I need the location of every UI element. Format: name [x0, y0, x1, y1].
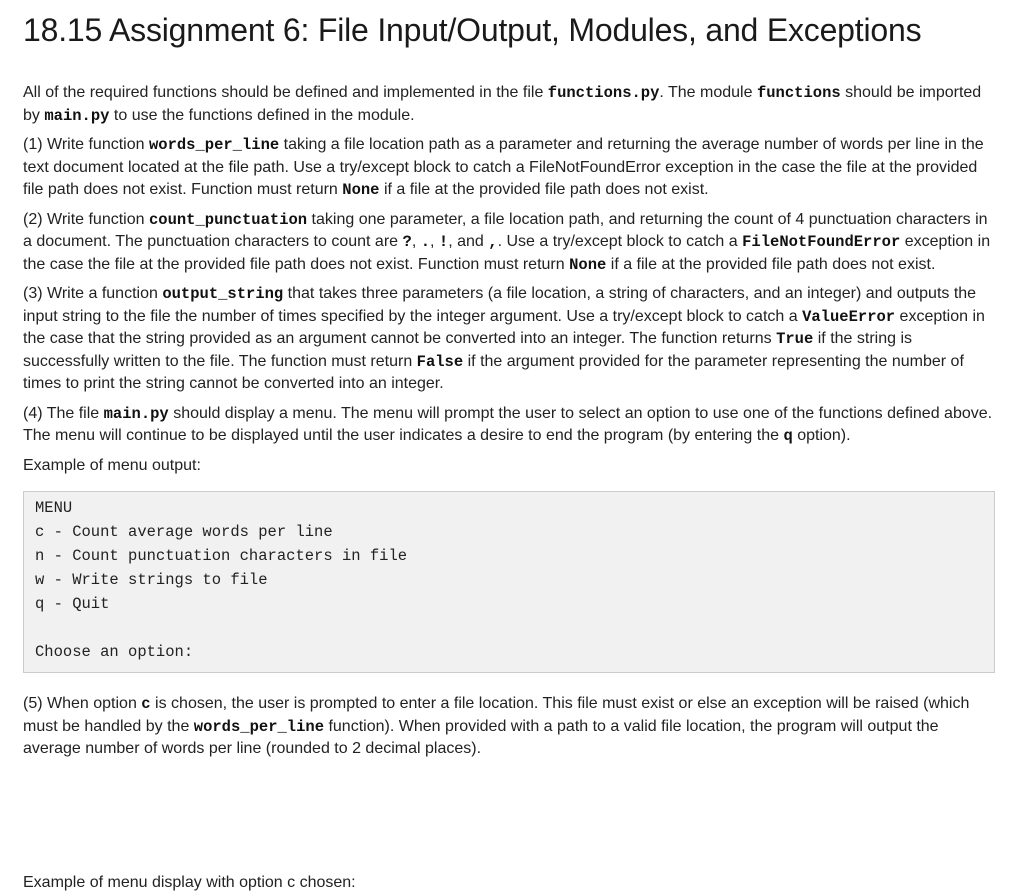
code-main-py: main.py [103, 404, 169, 423]
code-period: . [420, 233, 431, 251]
req2-text-1: (2) Write function [23, 210, 149, 228]
code-main-py: main.py [44, 106, 110, 125]
code-count-punctuation: count_punctuation [148, 210, 308, 229]
example-label: Example of menu output: [23, 456, 201, 474]
req1-text-2: taking a file location path as a parameter and returning the average number of words per line in the text document located at the file path. Use a try/except block to catch a FileNotFoundError exception in the case the file at the provided file path does not exist. Function must return [23, 136, 984, 198]
menu-line: Choose an option: [35, 643, 194, 661]
code-none: None [569, 255, 607, 274]
code-q-option: q [783, 427, 793, 445]
requirement-4 [23, 403, 995, 448]
requirement-5 [23, 693, 995, 761]
req5-text-1: (5) When option [23, 695, 142, 712]
code-words-per-line: words_per_line [193, 717, 325, 736]
req2-text-6: . Use a try/except block to catch a [497, 233, 743, 250]
code-filenotfounderror: FileNotFoundError [742, 233, 901, 251]
intro-text-3: should be imported by [23, 84, 982, 124]
requirement-1 [23, 134, 995, 202]
code-valueerror: ValueError [802, 307, 896, 326]
page-title: 18.15 Assignment 6: File Input/Output, Modules, and Exceptions [23, 12, 922, 48]
req2-text-2: taking one parameter, a file location path, and returning the count of 4 punctuation characters in a document. The punctuation characters to count are [23, 210, 988, 250]
req3-text-2: that takes three parameters (a file location, a string of characters, and an integer) and outputs the input string to the file the number of times specified by the integer argument. Use a try/except block to catch a [23, 285, 977, 325]
intro-paragraph [23, 82, 995, 127]
req4-text-3: option). [792, 427, 851, 444]
req4-text-2: should display a menu. The menu will prompt the user to select an option to use one of the functions defined above. The menu will continue to be displayed until the user indicates a desire to end the program (by entering the [23, 404, 993, 444]
requirement-3 [23, 283, 995, 396]
req4-text-1: (4) The file [23, 404, 104, 422]
menu-line: n - Count punctuation characters in file [35, 547, 408, 565]
req1-text-3: if a file at the provided file path does not exist. [379, 181, 709, 198]
code-false: False [416, 352, 464, 371]
req3-text-4: if the string is successfully written to the file. The function must return [23, 330, 912, 370]
req3-text-3: exception in the case that the string provided as an argument cannot be converted into an integer. The function returns [23, 307, 985, 347]
requirement-2 [23, 209, 995, 277]
intro-text-4: to use the functions defined in the module. [109, 106, 415, 124]
code-functions-py: functions.py [547, 84, 660, 102]
code-none: None [342, 181, 380, 199]
code-true: True [776, 330, 814, 348]
req2-text-5: , and [448, 233, 489, 250]
req2-text-4: , [430, 233, 439, 250]
cut-off-next-line: Example of menu display with option c chosen: [23, 874, 356, 891]
req2-text-3: , [411, 233, 421, 250]
req2-text-8: if a file at the provided file path does not exist. [606, 255, 936, 273]
intro-text-2: . The module [659, 84, 757, 101]
menu-line [35, 616, 983, 640]
code-comma: , [488, 233, 498, 251]
req2-text-7: exception in the case the file at the provided file path does not exist. Function must return [23, 233, 991, 273]
code-functions-module: functions [756, 84, 841, 102]
req3-text-5: if the argument provided for the parameter representing the number of times to print the string cannot be converted into an integer. [23, 352, 964, 392]
req5-text-3: function). When provided with a path to a valid file location, the program will output the average number of words per line (rounded to 2 decimal places). [23, 717, 939, 757]
req3-text-1: (3) Write a function [23, 285, 163, 302]
menu-output-code-block [23, 491, 995, 673]
assignment-page [23, 0, 995, 768]
intro-text-1: All of the required functions should be defined and implemented in the file [23, 84, 548, 101]
req1-text-1: (1) Write function [23, 136, 149, 153]
code-c-option: c [141, 695, 151, 713]
menu-line: w - Write strings to file [35, 571, 268, 589]
code-output-string: output_string [162, 285, 284, 303]
menu-line: MENU [35, 499, 73, 517]
menu-line: q - Quit [35, 595, 110, 613]
menu-line: c - Count average words per line [35, 523, 333, 541]
code-exclamation: ! [438, 233, 449, 251]
code-words-per-line: words_per_line [148, 136, 280, 154]
req5-text-2: is chosen, the user is prompted to enter a file location. This file must exist or else an exception will be raised (which must be handled by the [23, 695, 970, 735]
code-question-mark: ? [402, 233, 412, 251]
